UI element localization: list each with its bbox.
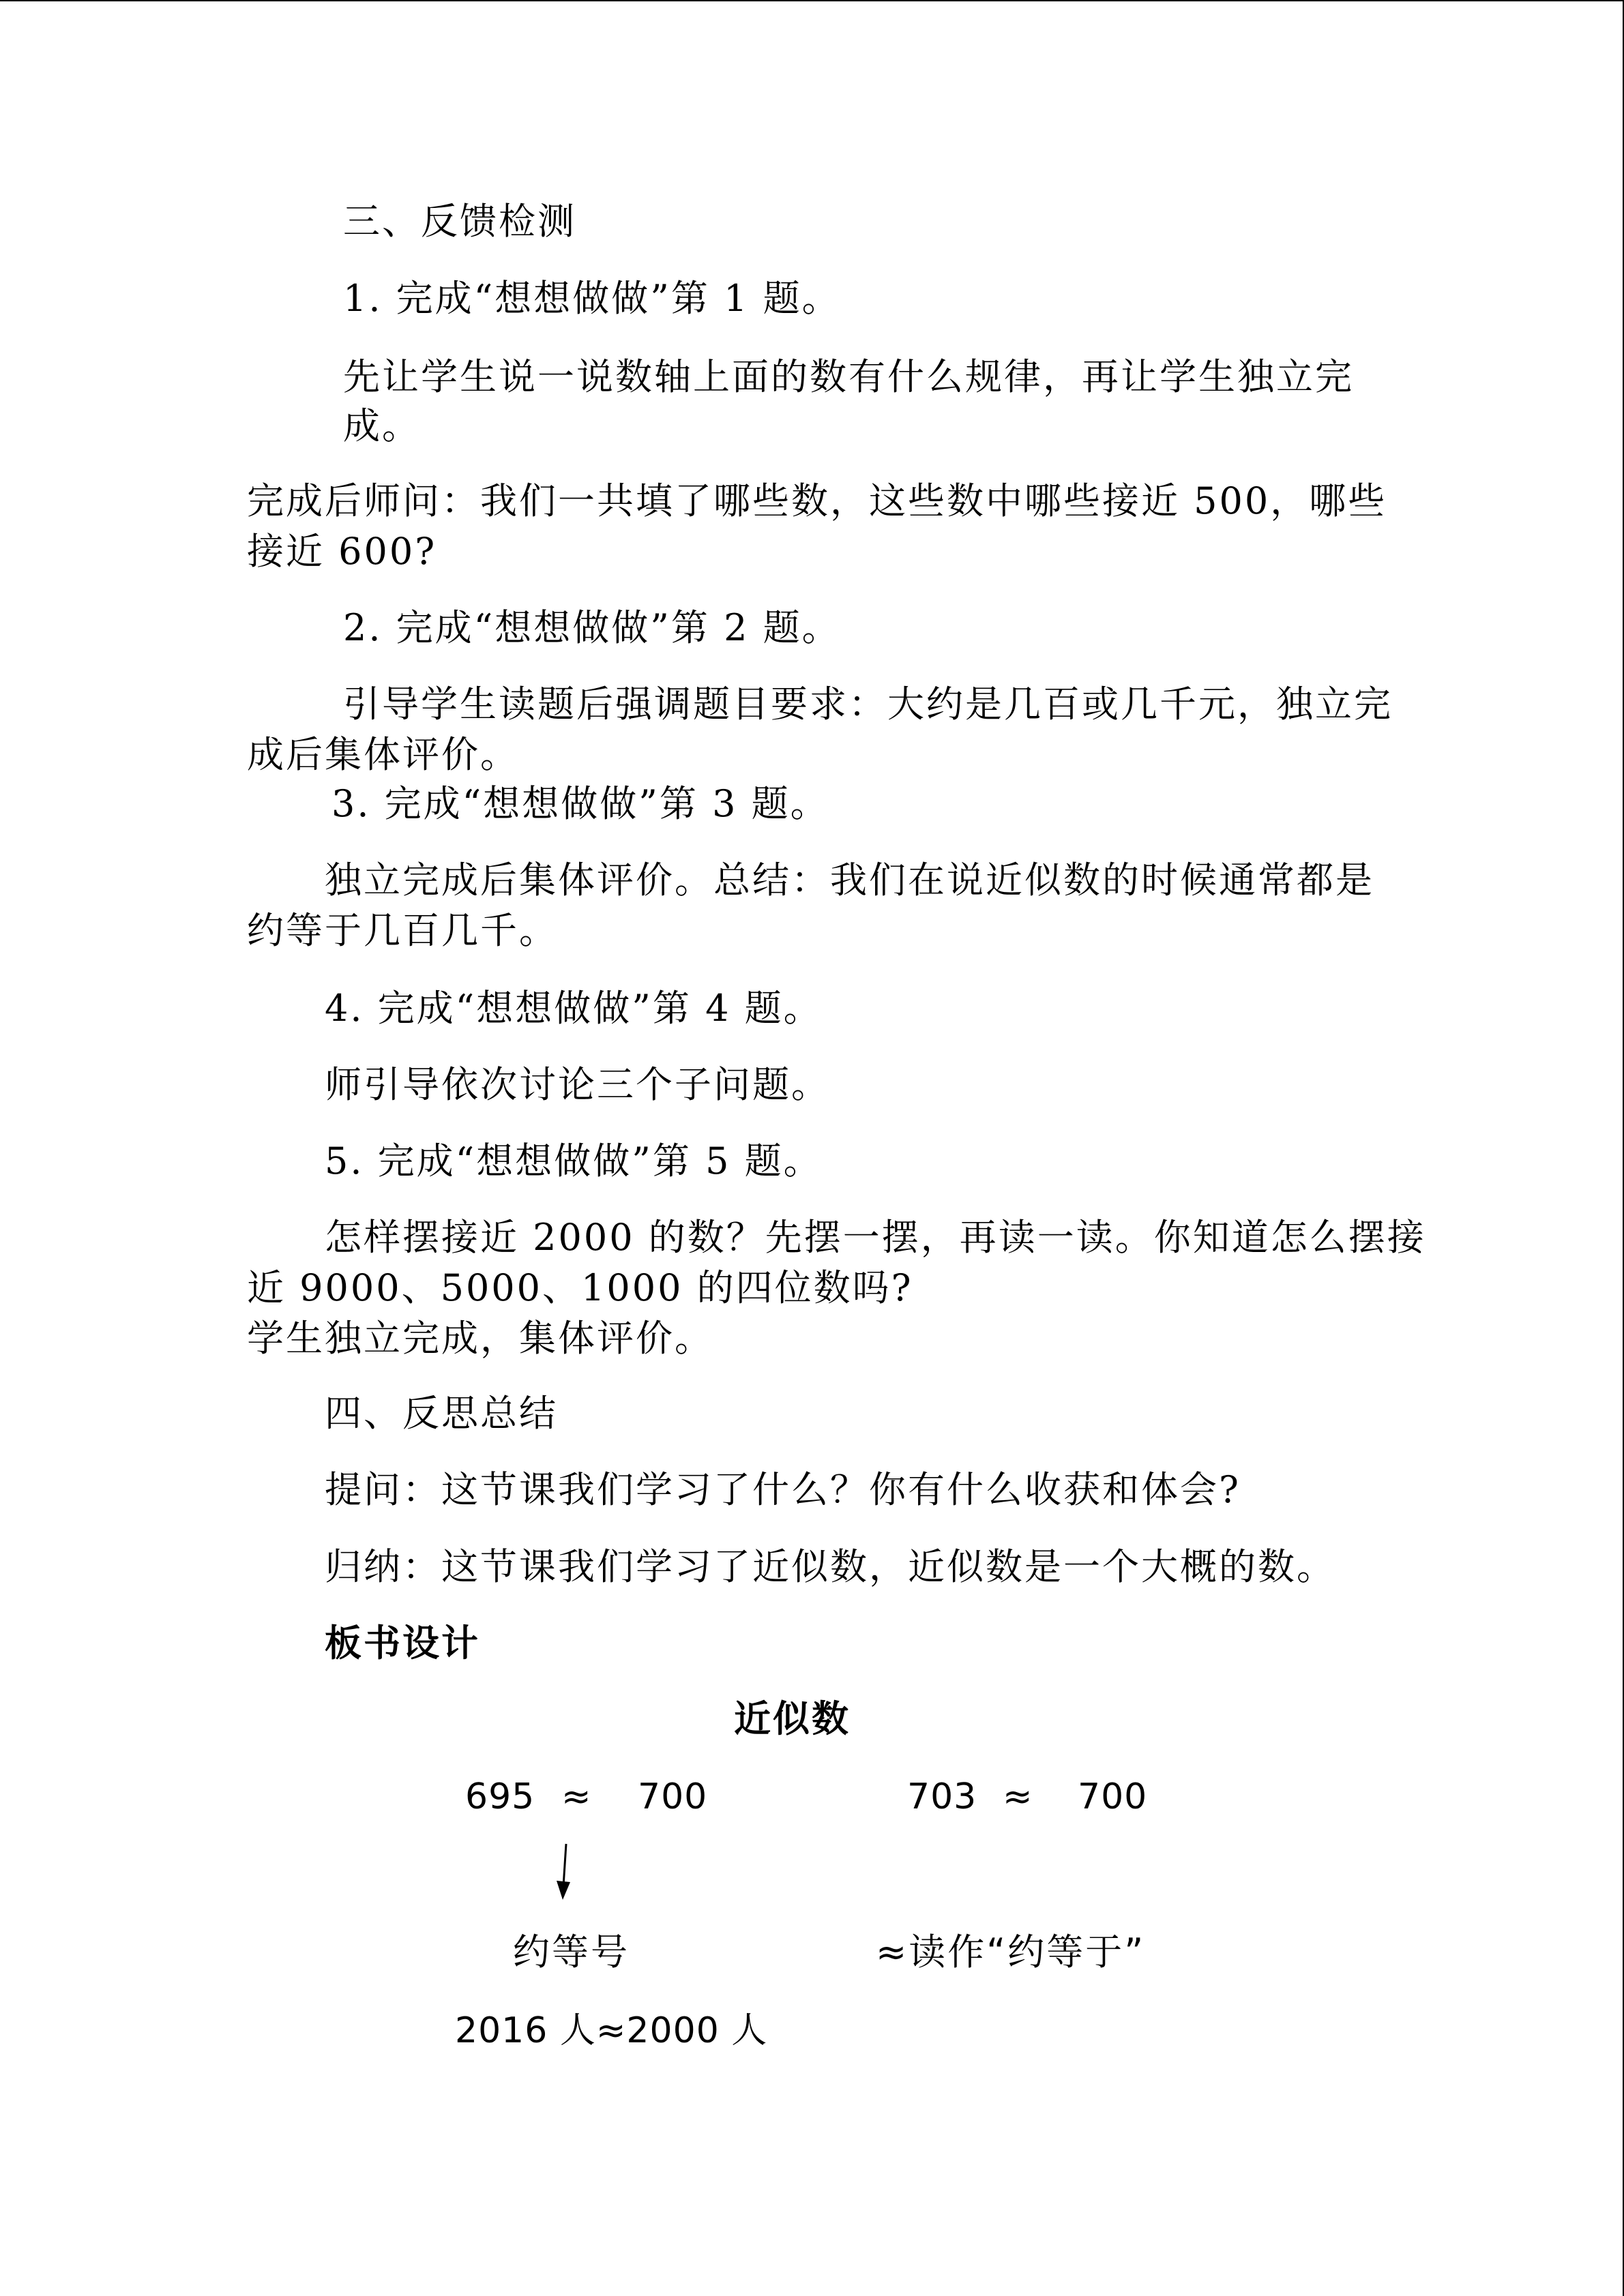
section4-heading: 四、反思总结 — [325, 1392, 558, 1435]
item4-title: 4. 完成“想想做做”第 4 题。 — [325, 987, 823, 1030]
section4-question: 提问：这节课我们学习了什么？你有什么收获和体会? — [325, 1468, 1241, 1511]
board-title: 近似数 — [734, 1697, 851, 1740]
down-arrow-icon — [550, 1841, 577, 1903]
item5-line3: 学生独立完成，集体评价。 — [247, 1317, 713, 1360]
item3-title: 3. 完成“想想做做”第 3 题。 — [331, 782, 829, 825]
item4-line1: 师引导依次讨论三个子问题。 — [325, 1063, 830, 1106]
item1-line3: 完成后师问：我们一共填了哪些数，这些数中哪些接近 500，哪些 — [247, 479, 1387, 522]
item5-title: 5. 完成“想想做做”第 5 题。 — [325, 1139, 823, 1182]
item2-line2: 成后集体评价。 — [247, 733, 519, 776]
item2-title: 2. 完成“想想做做”第 2 题。 — [343, 606, 841, 649]
board-example: 2016 人≈2000 人 — [455, 2010, 768, 2051]
item3-line2: 约等于几百几千。 — [247, 909, 558, 952]
section3-heading: 三、反馈检测 — [343, 200, 576, 243]
read-as-note: ≈读作“约等于” — [876, 1930, 1146, 1973]
right-eq-a: 703 — [907, 1776, 977, 1817]
item1-line1: 先让学生说一说数轴上面的数有什么规律，再让学生独立完 — [343, 355, 1354, 398]
item2-line1: 引导学生读题后强调题目要求：大约是几百或几千元，独立完 — [343, 683, 1393, 726]
item1-line2: 成。 — [343, 404, 421, 447]
left-eq-a: 695 — [465, 1776, 535, 1817]
item1-title: 1. 完成“想想做做”第 1 题。 — [343, 277, 841, 320]
section4-summary: 归纳：这节课我们学习了近似数，近似数是一个大概的数。 — [325, 1545, 1335, 1588]
item5-line1: 怎样摆接近 2000 的数？先摆一摆，再读一读。你知道怎么摆接 — [325, 1216, 1426, 1259]
arrow-label: 约等号 — [513, 1930, 630, 1973]
right-eq-b: 700 — [1078, 1776, 1148, 1817]
left-eq-b: 700 — [638, 1776, 708, 1817]
item1-line4: 接近 600? — [247, 530, 437, 573]
right-eq-symbol: ≈ — [1003, 1776, 1033, 1817]
item3-line1: 独立完成后集体评价。总结：我们在说近似数的时候通常都是 — [325, 859, 1374, 901]
item5-line2: 近 9000、5000、1000 的四位数吗? — [247, 1266, 913, 1309]
board-heading: 板书设计 — [325, 1622, 480, 1665]
left-eq-symbol: ≈ — [561, 1776, 592, 1817]
page-border-top — [0, 0, 1624, 1]
